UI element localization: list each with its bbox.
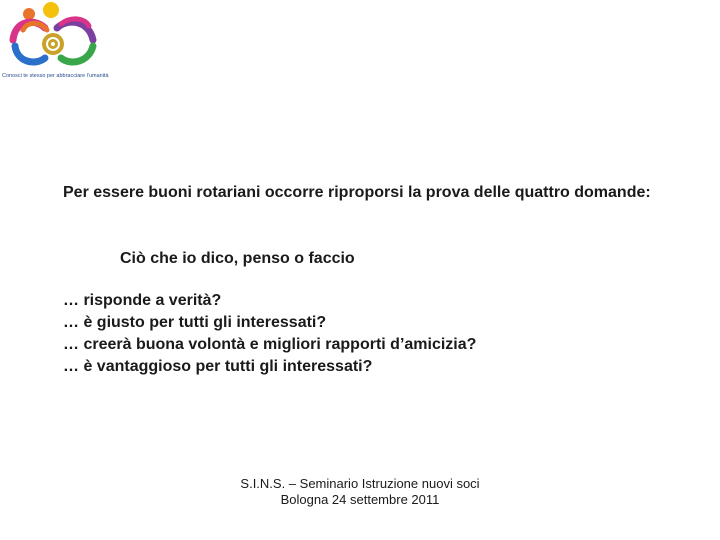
footer <box>210 476 510 508</box>
logo-caption: Conosci te stesso per abbracciare l'umanità <box>2 73 109 79</box>
intro-text: Per essere buoni rotariani occorre riproporsi la prova delle quattro domande: <box>63 184 651 201</box>
question-item: … è giusto per tutti gli interessati? <box>63 314 327 331</box>
question-item: … creerà buona volontà e migliori rapporti d’amicizia? <box>63 336 477 353</box>
footer-seminar: S.I.N.S. – Seminario Istruzione nuovi soci <box>240 476 480 491</box>
questions-list <box>63 290 476 378</box>
rotary-family-logo-icon <box>5 0 105 75</box>
logo <box>0 0 115 85</box>
footer-date: Bologna 24 settembre 2011 <box>280 492 440 507</box>
subheading: Ciò che io dico, penso o faccio <box>120 250 355 267</box>
question-item: … risponde a verità? <box>63 292 222 309</box>
question-item: … è vantaggioso per tutti gli interessati? <box>63 358 373 375</box>
